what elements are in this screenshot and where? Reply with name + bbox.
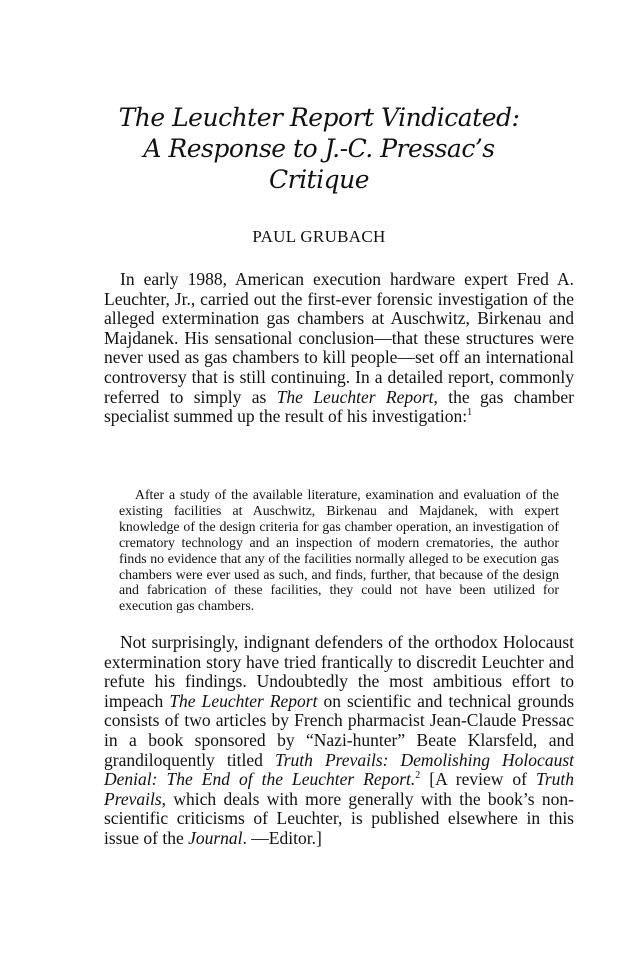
- paragraph-2-part-5: . —Editor.]: [242, 827, 322, 848]
- paragraph-1-italic-title: The Leuchter Report: [276, 386, 434, 407]
- paragraph-2-part-3: [A review of: [420, 769, 537, 790]
- footnote-ref-1: 1: [467, 407, 473, 419]
- paragraph-1: [104, 270, 574, 427]
- title-line-2: A Response to J.-C. Pressac’s: [143, 134, 495, 163]
- title-line-3: Critique: [268, 165, 370, 194]
- block-quote: After a study of the available literature, examination and evaluation of the existing facilities at Auschwitz, Birkenau and Majdanek, with expert knowledge of the design criteria for gas chamber operation, an investigation of crematory technology and an inspection of modern crematories, the author finds no evidence that any of the facilities normally alleged to be execution gas chambers were ever used as such, and finds, further, that because of the design and fabrication of these facilities, they could not have been utilized for execution gas chambers.: [119, 487, 559, 614]
- paragraph-2-part-4: , which deals with more generally with the book’s non-scientific criticisms of Leuchter, is published elsewhere in this issue of the: [104, 788, 574, 848]
- paragraph-2-italic-2: Truth Prevails: Demolishing Holocaust Denial: The End of the Leuchter Report.: [104, 749, 574, 790]
- paragraph-2-part-2: on scientific and technical grounds consists of two articles by French pharmacist Jean-Claude Pressac in a book sponsored by “Nazi-hunter” Beate Klarsfeld, and grandiloquently titled: [104, 690, 575, 770]
- author-name: PAUL GRUBACH: [252, 227, 386, 246]
- paragraph-2: [104, 633, 574, 849]
- article-title: [60, 102, 578, 195]
- paragraph-2-italic-1: The Leuchter Report: [169, 690, 318, 711]
- paragraph-2-italic-3: Truth Prevails: [104, 769, 574, 809]
- paragraph-1-text: In early 1988, American execution hardware expert Fred A. Leuchter, Jr., carried out the first-ever forensic investigation of the alleged extermination gas chambers at Auschwitz, Birkenau and Majdanek. His sensational conclusion—that these structures were never used as gas chambers to kill people—set off an international controversy that is still continuing. In a detailed report, commonly referred to simply as: [104, 269, 574, 407]
- footnote-ref-2: 2: [415, 770, 421, 782]
- paragraph-2-part-1: Not surprisingly, indignant defenders of the orthodox Holocaust extermination story have tried frantically to discredit Leuchter and refute his findings. Undoubtedly the most ambitious effort to impeach: [104, 632, 574, 711]
- paragraph-1-text-after: , the gas chamber specialist summed up the result of his investigation:: [104, 386, 574, 427]
- paragraph-2-italic-4: Journal: [188, 827, 243, 848]
- title-line-1: The Leuchter Report Vindicated:: [118, 103, 520, 132]
